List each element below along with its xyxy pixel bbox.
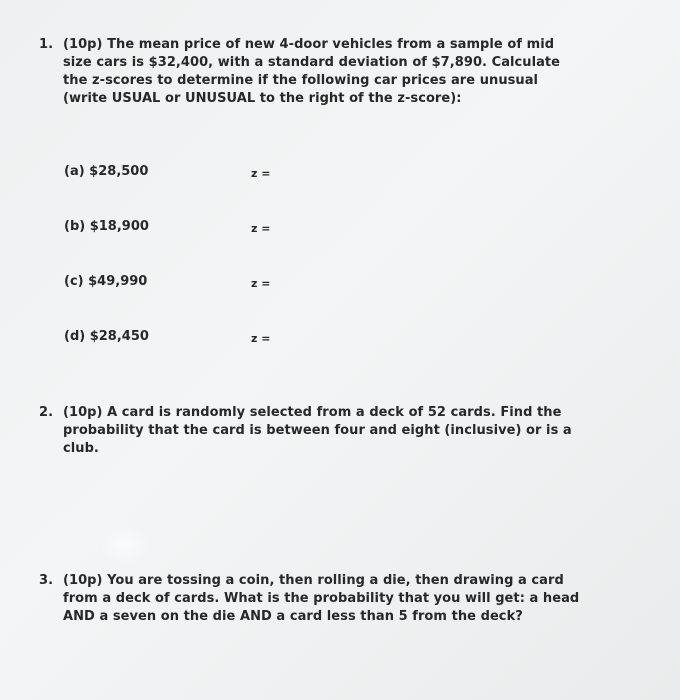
photo-glare bbox=[100, 525, 150, 565]
question-1-part-c-z-label: z = bbox=[251, 277, 271, 290]
question-3-text: (10p) You are tossing a coin, then rolling a die, then drawing a card from a deck of cards. What is the probability that you will get: a head AND a seven on the die AND a card less than 5 from the deck? bbox=[63, 573, 580, 624]
question-1-part-d: (d) $28,450 bbox=[64, 329, 149, 344]
question-1-part-a-z-label: z = bbox=[251, 167, 271, 180]
question-1-part-a: (a) $28,500 bbox=[64, 164, 149, 179]
question-1-part-c: (c) $49,990 bbox=[64, 274, 148, 289]
question-2-text: (10p) A card is randomly selected from a deck of 52 cards. Find the probability that the card is between four and eight (inclusive) or is a club. bbox=[63, 405, 572, 456]
question-1-number: 1. bbox=[39, 37, 54, 52]
question-1-text: (10p) The mean price of new 4-door vehicles from a sample of mid size cars is $32,400, with a standard deviation of $7,890. Calculate the z-scores to determine if the following car prices are unusual (write USUAL or UNUSUAL to the right of the z-score): bbox=[63, 37, 561, 106]
question-2-number: 2. bbox=[39, 405, 54, 420]
question-1-part-b-z-label: z = bbox=[251, 222, 271, 235]
question-1-part-b: (b) $18,900 bbox=[64, 219, 149, 234]
question-1-part-d-z-label: z = bbox=[251, 332, 271, 345]
question-3-number: 3. bbox=[39, 573, 54, 588]
